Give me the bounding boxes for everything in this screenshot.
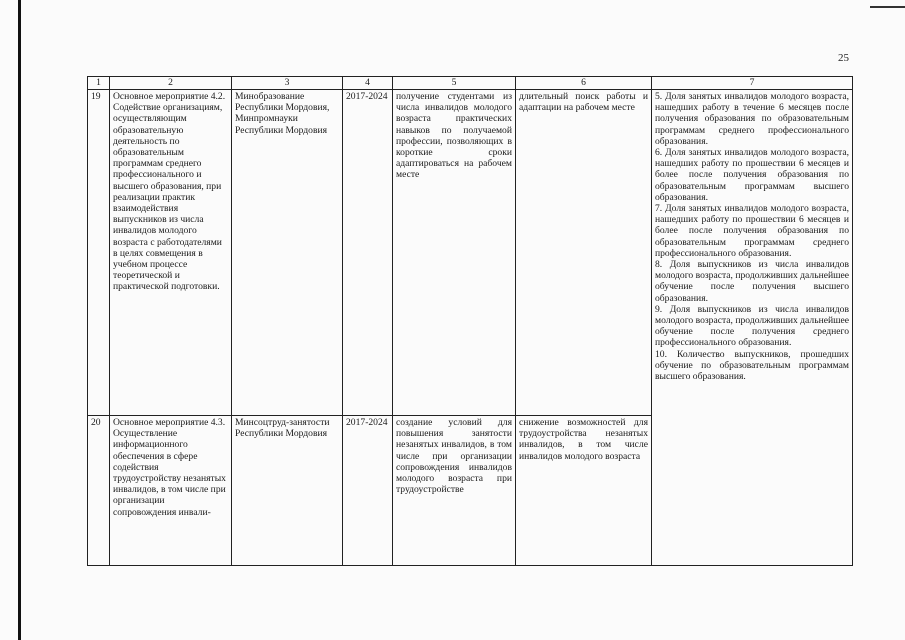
period-cell: 2017-2024 bbox=[343, 90, 393, 416]
event-cell: Основное мероприятие 4.3. Осуществление информационного обеспечения в сфере содействия трудоустройству незанятых инвалидов, в том числе при организации сопровождения инвали- bbox=[110, 416, 232, 566]
event-cell: Основное мероприятие 4.2. Содействие организациям, осуществляющим образовательную деятельность по образовательным программам среднего профессионального и высшего образования, при реализации практик взаимодействия выпускников из числа инвалидов молодого возраста с работодателями в целях совмещения в учебном процессе теоретической и практической подготовки. bbox=[110, 90, 232, 416]
row-number: 19 bbox=[88, 90, 110, 416]
executor-cell: Минобразование Республики Мордовия, Минпромнауки Республики Мордовия bbox=[232, 90, 343, 416]
header-cell: 3 bbox=[232, 77, 343, 90]
consequences-cell: длительный поиск работы и адаптации на рабочем месте bbox=[516, 90, 652, 416]
header-cell: 4 bbox=[343, 77, 393, 90]
indicator-item: 5. Доля занятых инвалидов молодого возраста, нашедших работу в течение 6 месяцев после получения образования по образовательным программам среднего профессионального образования. bbox=[655, 91, 849, 147]
page-number: 25 bbox=[838, 52, 849, 64]
executor-cell: Минсоцтруд-занятости Республики Мордовия bbox=[232, 416, 343, 566]
header-cell: 6 bbox=[516, 77, 652, 90]
period-cell: 2017-2024 bbox=[343, 416, 393, 566]
indicator-item: 9. Доля выпускников из числа инвалидов молодого возраста, продолживших дальнейшее обучение после получения среднего профессионального образования. bbox=[655, 303, 849, 349]
indicator-item: 10. Количество выпускников, прошедших обучение по образовательным программам высшего образования. bbox=[655, 348, 849, 383]
indicator-item: 6. Доля занятых инвалидов молодого возраста, нашедших работу по прошествии 6 месяцев и более после получения образования по образовательным программам высшего образования. bbox=[655, 147, 849, 203]
expected-result-cell: получение студентами из числа инвалидов молодого возраста практических навыков по получаемой профессии, позволяющих в короткие сроки адаптироваться на рабочем месте bbox=[393, 90, 516, 416]
indicator-item: 8. Доля выпускников из числа инвалидов молодого возраста, продолживших дальнейшее обучение после получения высшего образования. bbox=[655, 259, 849, 304]
table-row bbox=[88, 90, 853, 416]
expected-result-cell: создание условий для повышения занятости незанятых инвалидов, в том числе при организации сопровождения инвалидов молодого возраста при трудоустройстве bbox=[393, 416, 516, 566]
indicators-cell bbox=[652, 90, 853, 566]
indicator-item: 7. Доля занятых инвалидов молодого возраста, нашедших работу по прошествии 6 месяцев и более после получения образования по образовательным программам среднего профессионального образования. bbox=[655, 203, 849, 259]
header-cell: 2 bbox=[110, 77, 232, 90]
row-number: 20 bbox=[88, 416, 110, 566]
scan-mark bbox=[870, 6, 905, 8]
program-table bbox=[87, 76, 853, 566]
binding-edge bbox=[18, 0, 21, 640]
header-cell: 7 bbox=[652, 77, 853, 90]
header-cell: 1 bbox=[88, 77, 110, 90]
header-row bbox=[88, 77, 853, 90]
consequences-cell: снижение возможностей для трудоустройства незанятых инвалидов, в том числе инвалидов молодого возраста bbox=[516, 416, 652, 566]
header-cell: 5 bbox=[393, 77, 516, 90]
